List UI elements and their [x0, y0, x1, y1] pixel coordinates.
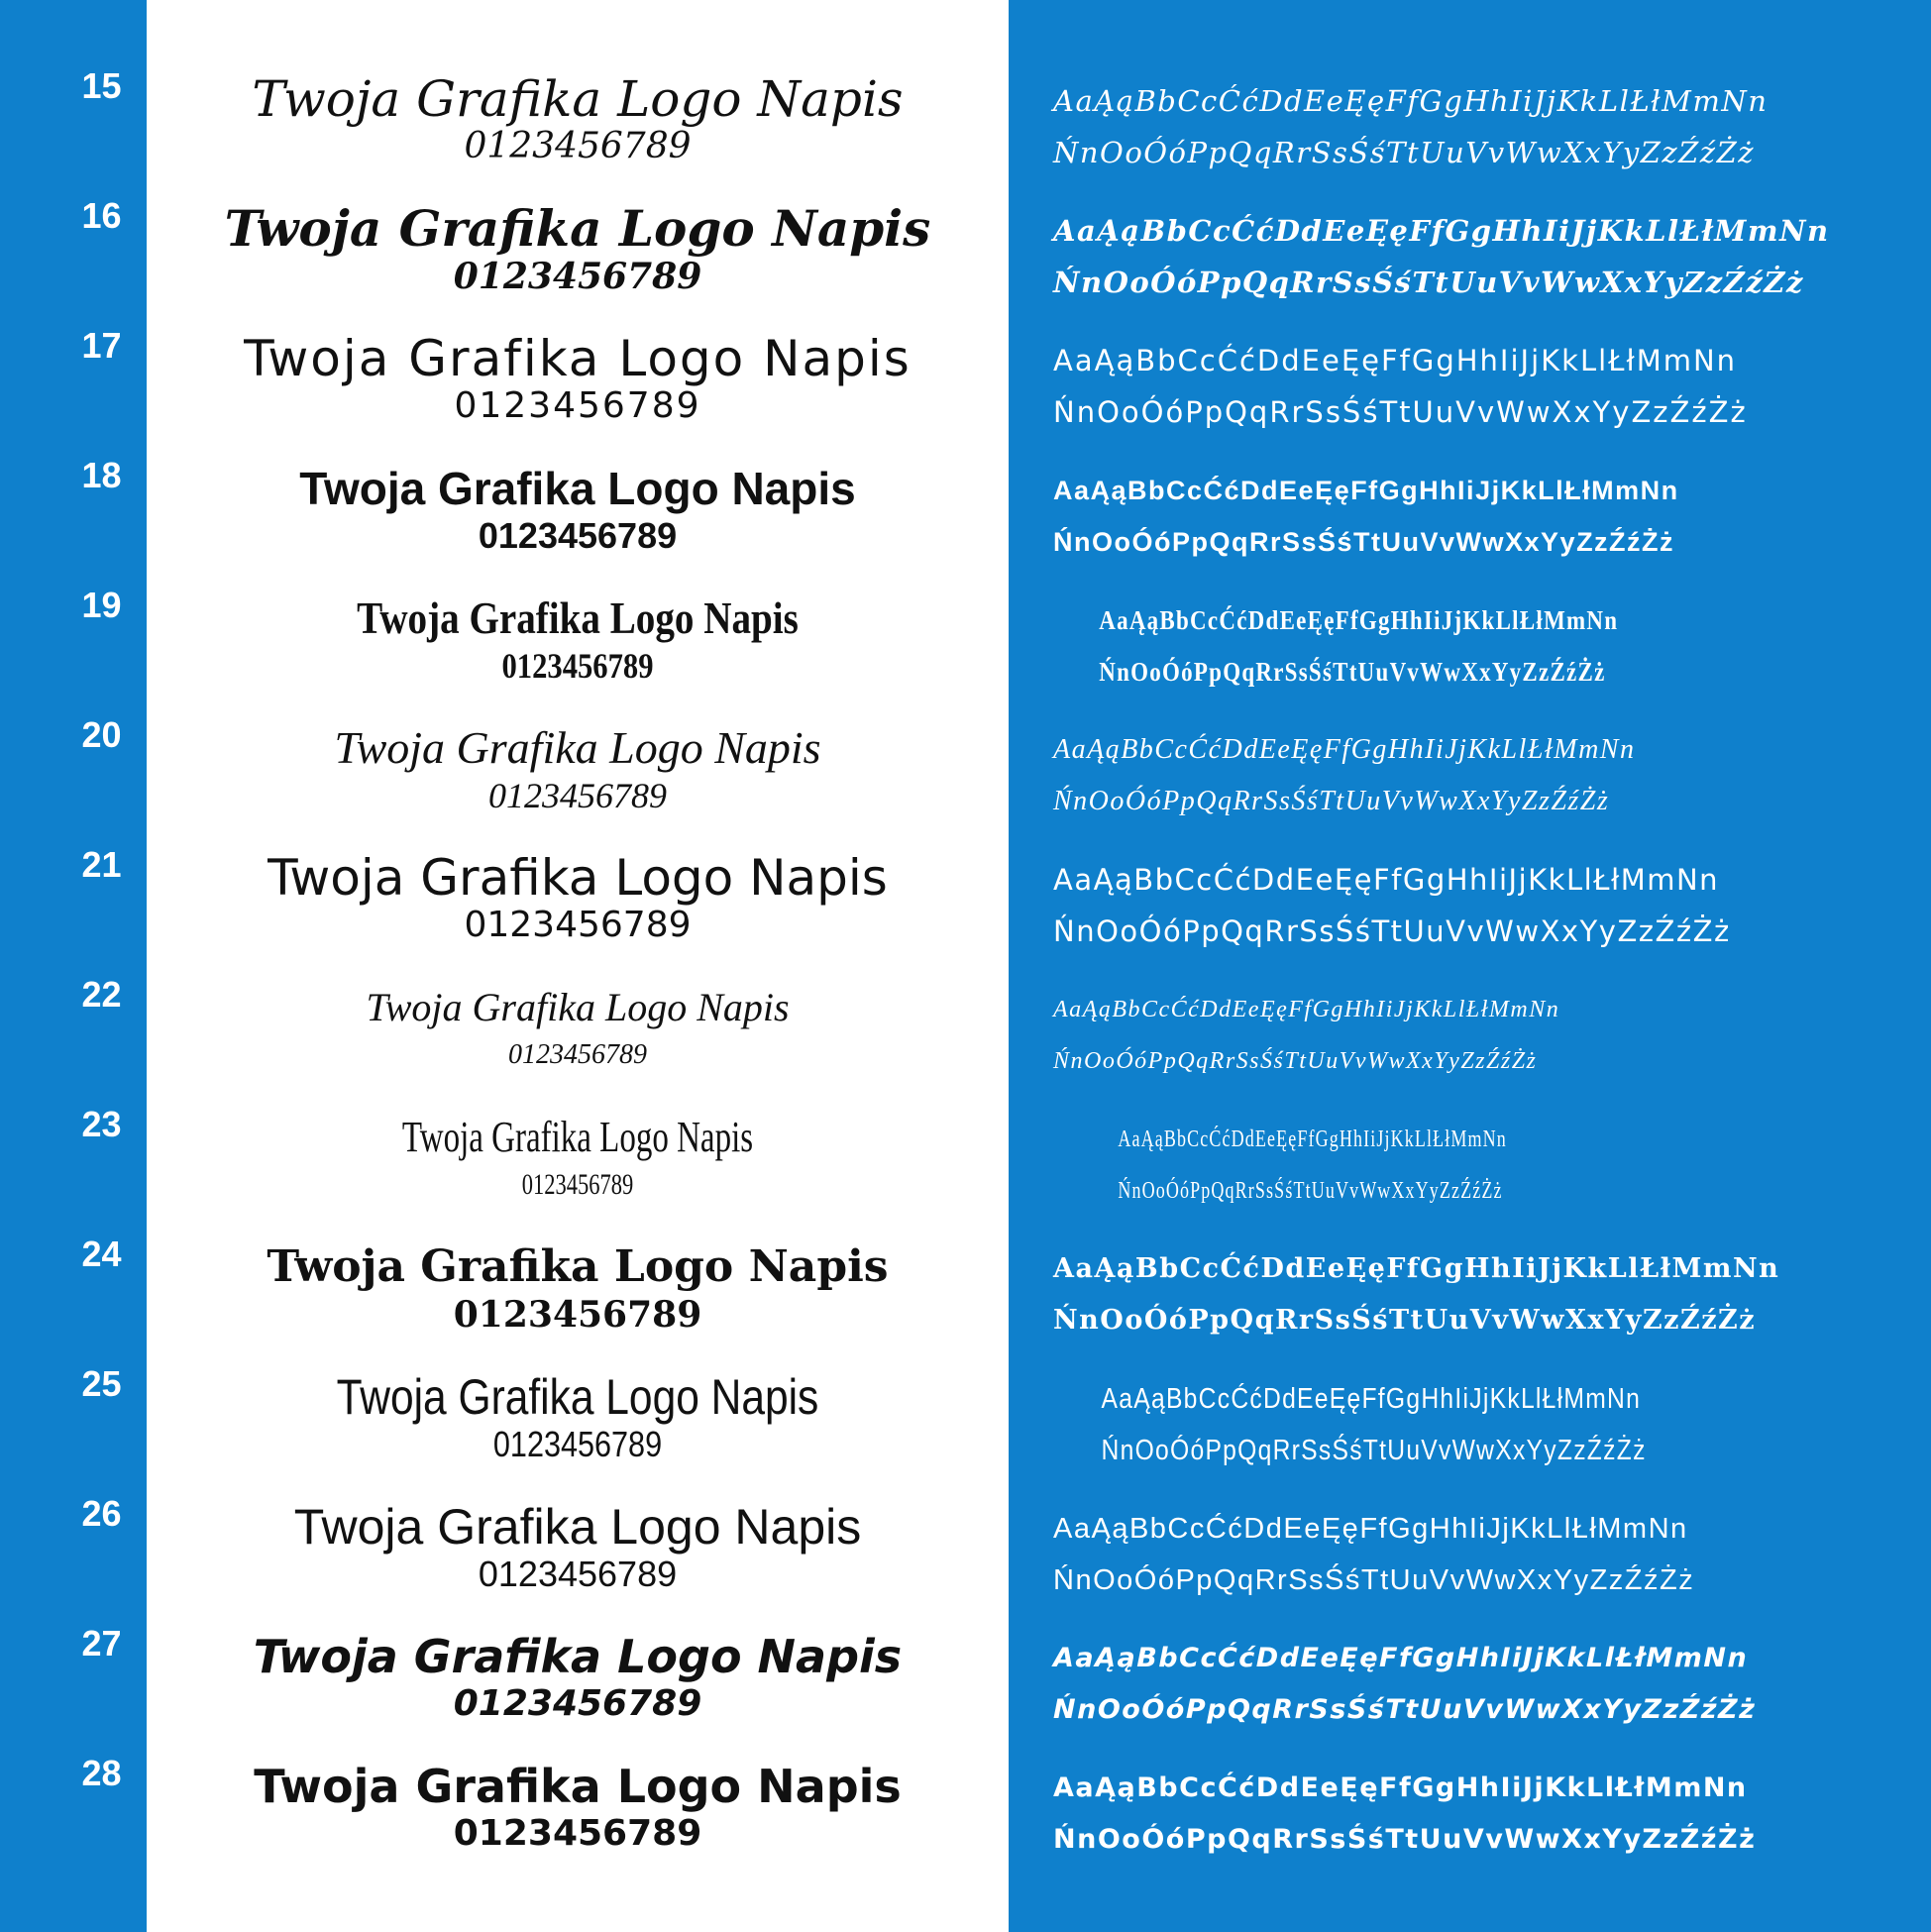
- sample-title: Twoja Grafika Logo Napis: [299, 463, 856, 514]
- alphabet-sample: [1053, 1373, 1694, 1476]
- alphabet-sample: [1053, 465, 1679, 568]
- alphabet-line-2: ŃnOoÓóPpQqRrSsŚśTtUuVvWwXxYyZzŹźŻż: [1053, 1305, 1757, 1336]
- alphabet-line-1: AaĄąBbCcĆćDdEeĘęFfGgHhIiJjKkLlŁłMmNn: [1053, 1253, 1780, 1284]
- font-number: 24: [81, 1234, 122, 1274]
- alphabet-sample: [1053, 854, 1731, 957]
- alphabet-line-1: AaĄąBbCcĆćDdEeĘęFfGgHhIiJjKkLlŁłMmNn: [1053, 863, 1720, 897]
- font-row-15: [0, 61, 1931, 191]
- font-number: 28: [81, 1753, 122, 1793]
- font-sample: [147, 461, 1009, 556]
- alphabet-line-2: ŃnOoÓóPpQqRrSsŚśTtUuVvWwXxYyZzŹźŻż: [1053, 914, 1731, 948]
- font-number: 18: [81, 455, 122, 495]
- sample-digits: 0123456789: [464, 905, 692, 945]
- font-row-22: [0, 970, 1931, 1100]
- sample-digits: 0123456789: [454, 385, 701, 426]
- font-sample: [147, 331, 1009, 426]
- sample-digits: 0123456789: [453, 1813, 702, 1854]
- font-number: 23: [81, 1104, 122, 1144]
- font-row-26: [0, 1489, 1931, 1619]
- alphabet-line-1: AaĄąBbCcĆćDdEeĘęFfGgHhIiJjKkLlŁłMmNn: [1053, 476, 1679, 505]
- font-sample: [147, 850, 1009, 945]
- alphabet-sample: [1053, 1243, 1779, 1346]
- font-row-19: [0, 581, 1931, 710]
- alphabet-line-1: AaĄąBbCcĆćDdEeĘęFfGgHhIiJjKkLlŁłMmNn: [1053, 344, 1738, 377]
- sample-digits: 0123456789: [478, 1554, 678, 1594]
- sample-title: Twoja Grafika Logo Napis: [336, 1369, 819, 1425]
- sample-title: Twoja Grafika Logo Napis: [293, 1499, 862, 1555]
- font-sample: [147, 720, 1009, 815]
- sample-digits: 0123456789: [453, 1683, 702, 1724]
- font-sample: [147, 1369, 1009, 1464]
- sample-title: Twoja Grafika Logo Napis: [267, 1241, 889, 1292]
- font-sample: [147, 980, 1009, 1075]
- sample-title: Twoja Grafika Logo Napis: [268, 849, 888, 907]
- alphabet-line-2: ŃnOoÓóPpQqRrSsŚśTtUuVvWwXxYyZzŹźŻż: [1118, 1178, 1503, 1204]
- alphabet-line-2: ŃnOoÓóPpQqRrSsŚśTtUuVvWwXxYyZzŹźŻż: [1053, 1694, 1757, 1725]
- font-sample: [147, 1759, 1009, 1854]
- sample-title: Twoja Grafika Logo Napis: [244, 330, 912, 387]
- alphabet-line-2: ŃnOoÓóPpQqRrSsŚśTtUuVvWwXxYyZzŹźŻż: [1053, 786, 1610, 816]
- alphabet-line-2: ŃnOoÓóPpQqRrSsŚśTtUuVvWwXxYyZzŹźŻż: [1053, 1824, 1757, 1855]
- sample-title: Twoja Grafika Logo Napis: [254, 1760, 902, 1813]
- sample-digits: 0123456789: [521, 1168, 634, 1201]
- alphabet-line-2: ŃnOoÓóPpQqRrSsŚśTtUuVvWwXxYyZzŹźŻż: [1101, 1435, 1647, 1466]
- sample-digits: 0123456789: [501, 646, 654, 686]
- sample-title: Twoja Grafika Logo Napis: [253, 1630, 903, 1683]
- font-number: 17: [81, 325, 122, 366]
- alphabet-line-2: ŃnOoÓóPpQqRrSsŚśTtUuVvWwXxYyZzŹźŻż: [1099, 657, 1606, 687]
- alphabet-sample: [1053, 1503, 1694, 1606]
- alphabet-line-2: ŃnOoÓóPpQqRrSsŚśTtUuVvWwXxYyZzŹźŻż: [1053, 266, 1804, 299]
- font-sample: [147, 1499, 1009, 1594]
- alphabet-line-2: ŃnOoÓóPpQqRrSsŚśTtUuVvWwXxYyZzŹźŻż: [1053, 395, 1748, 429]
- sample-title: Twoja Grafika Logo Napis: [401, 1113, 754, 1161]
- alphabet-line-1: AaĄąBbCcĆćDdEeĘęFfGgHhIiJjKkLlŁłMmNn: [1053, 734, 1636, 765]
- sample-title: Twoja Grafika Logo Napis: [357, 592, 799, 643]
- alphabet-line-1: AaĄąBbCcĆćDdEeĘęFfGgHhIiJjKkLlŁłMmNn: [1053, 1513, 1688, 1545]
- sample-digits: 0123456789: [492, 1424, 663, 1464]
- font-row-24: [0, 1230, 1931, 1359]
- sample-digits: 0123456789: [453, 1294, 702, 1336]
- sample-title: Twoja Grafika Logo Napis: [252, 70, 904, 128]
- font-number: 25: [81, 1363, 122, 1404]
- alphabet-line-2: ŃnOoÓóPpQqRrSsŚśTtUuVvWwXxYyZzŹźŻż: [1053, 136, 1756, 169]
- alphabet-sample: [1053, 1114, 1571, 1217]
- font-row-21: [0, 840, 1931, 970]
- sample-digits: 0123456789: [488, 776, 667, 815]
- font-sample: [147, 71, 1009, 166]
- font-number: 27: [81, 1623, 122, 1664]
- alphabet-line-1: AaĄąBbCcĆćDdEeĘęFfGgHhIiJjKkLlŁłMmNn: [1053, 214, 1830, 248]
- alphabet-sample: [1053, 594, 1664, 698]
- font-row-16: [0, 191, 1931, 321]
- font-row-20: [0, 710, 1931, 840]
- alphabet-sample: [1053, 335, 1748, 438]
- font-sample: [147, 590, 1009, 686]
- font-row-17: [0, 321, 1931, 451]
- alphabet-line-1: AaĄąBbCcĆćDdEeĘęFfGgHhIiJjKkLlŁłMmNn: [1099, 605, 1619, 635]
- font-sample: [147, 1110, 1009, 1205]
- font-sample: [147, 201, 1009, 296]
- font-number: 20: [81, 714, 122, 755]
- alphabet-line-1: AaĄąBbCcĆćDdEeĘęFfGgHhIiJjKkLlŁłMmNn: [1053, 1643, 1749, 1673]
- font-number: 16: [81, 195, 122, 236]
- font-number: 19: [81, 585, 122, 625]
- alphabet-line-1: AaĄąBbCcĆćDdEeĘęFfGgHhIiJjKkLlŁłMmNn: [1053, 1772, 1748, 1803]
- font-sample: [147, 1629, 1009, 1724]
- alphabet-sample: [1053, 1633, 1756, 1736]
- font-row-23: [0, 1100, 1931, 1230]
- alphabet-line-2: ŃnOoÓóPpQqRrSsŚśTtUuVvWwXxYyZzŹźŻż: [1053, 1048, 1538, 1074]
- alphabet-line-1: AaĄąBbCcĆćDdEeĘęFfGgHhIiJjKkLlŁłMmNn: [1053, 84, 1769, 118]
- sample-title: Twoja Grafika Logo Napis: [334, 722, 821, 773]
- font-row-18: [0, 451, 1931, 581]
- font-number: 26: [81, 1493, 122, 1534]
- alphabet-sample: [1053, 984, 1559, 1087]
- font-row-25: [0, 1359, 1931, 1489]
- alphabet-sample: [1053, 1763, 1756, 1866]
- font-number: 21: [81, 844, 122, 885]
- alphabet-line-2: ŃnOoÓóPpQqRrSsŚśTtUuVvWwXxYyZzŹźŻż: [1053, 1564, 1695, 1596]
- font-number: 22: [81, 974, 122, 1015]
- alphabet-sample: [1053, 75, 1768, 178]
- sample-digits: 0123456789: [453, 256, 702, 297]
- sample-title: Twoja Grafika Logo Napis: [224, 199, 931, 258]
- alphabet-sample: [1053, 724, 1635, 827]
- alphabet-line-1: AaĄąBbCcĆćDdEeĘęFfGgHhIiJjKkLlŁłMmNn: [1118, 1127, 1507, 1152]
- alphabet-line-2: ŃnOoÓóPpQqRrSsŚśTtUuVvWwXxYyZzŹźŻż: [1053, 527, 1675, 557]
- font-sample: [147, 1239, 1009, 1335]
- alphabet-sample: [1053, 205, 1830, 308]
- font-row-28: [0, 1749, 1931, 1878]
- sample-title: Twoja Grafika Logo Napis: [366, 985, 790, 1029]
- font-row-27: [0, 1619, 1931, 1749]
- alphabet-line-1: AaĄąBbCcĆćDdEeĘęFfGgHhIiJjKkLlŁłMmNn: [1101, 1383, 1642, 1415]
- sample-digits: 0123456789: [464, 126, 692, 166]
- alphabet-line-1: AaĄąBbCcĆćDdEeĘęFfGgHhIiJjKkLlŁłMmNn: [1053, 997, 1560, 1022]
- font-number: 15: [81, 65, 122, 106]
- sample-digits: 0123456789: [508, 1039, 647, 1070]
- sample-digits: 0123456789: [478, 515, 678, 556]
